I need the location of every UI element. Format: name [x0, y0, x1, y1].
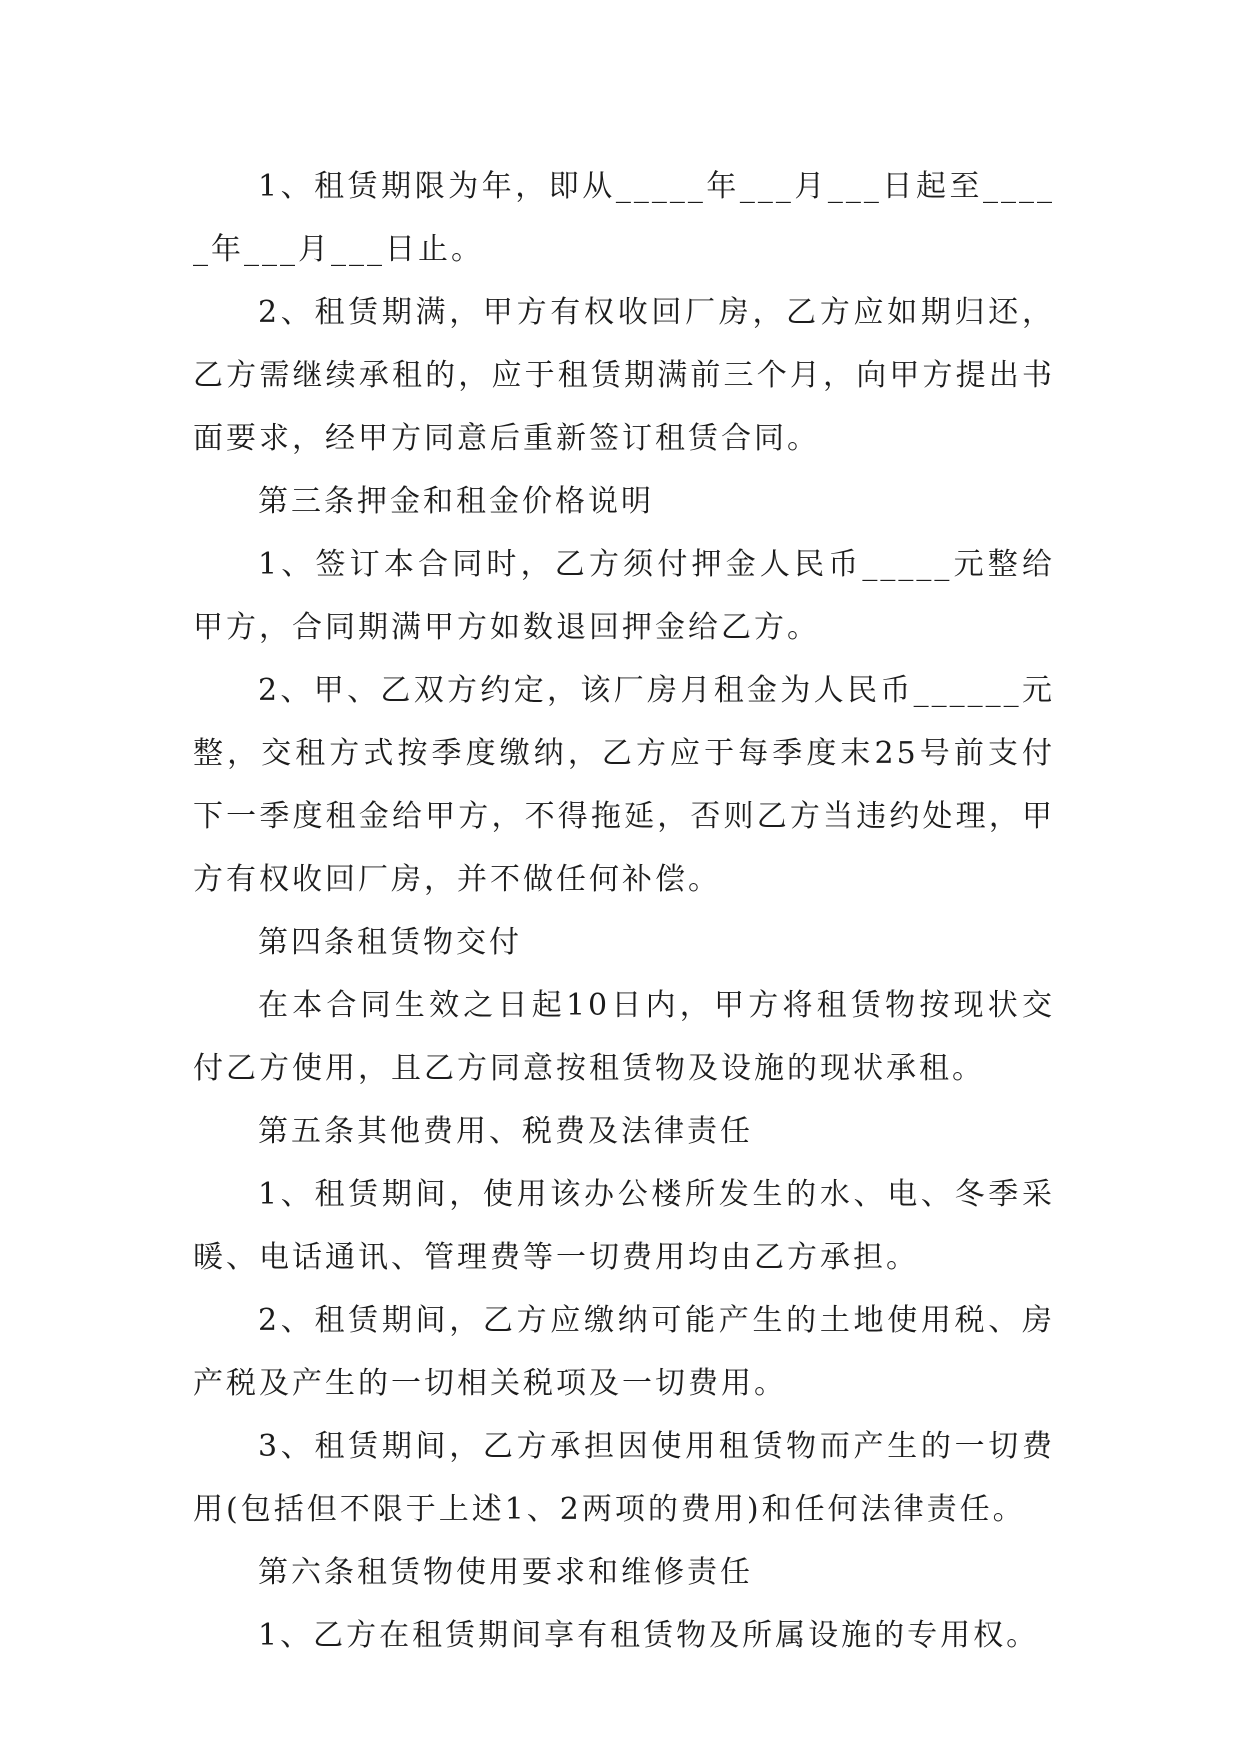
paragraph-taxes: 2、租赁期间，乙方应缴纳可能产生的土地使用税、房产税及产生的一切相关税项及一切费用。	[193, 1303, 1055, 1401]
paragraph-deposit: 1、签订本合同时，乙方须付押金人民币_____元整给甲方，合同期满甲方如数退回押金给乙方。	[193, 547, 1055, 645]
section-heading-use-maintenance: 第六条租赁物使用要求和维修责任	[258, 1555, 753, 1590]
section-heading-delivery: 第四条租赁物交付	[258, 925, 522, 960]
section-heading-deposit-rent: 第三条押金和租金价格说明	[258, 484, 654, 519]
section-heading-fees-taxes: 第五条其他费用、税费及法律责任	[258, 1114, 753, 1149]
paragraph-lease-expiry: 2、租赁期满，甲方有权收回厂房，乙方应如期归还，乙方需继续承租的，应于租赁期满前三个月，向甲方提出书面要求，经甲方同意后重新签订租赁合同。	[193, 295, 1055, 456]
paragraph-liability: 3、租赁期间，乙方承担因使用租赁物而产生的一切费用(包括但不限于上述1、2两项的费用)和任何法律责任。	[193, 1429, 1055, 1527]
paragraph-rent: 2、甲、乙双方约定，该厂房月租金为人民币______元整，交租方式按季度缴纳，乙方应于每季度末25号前支付下一季度租金给甲方，不得拖延，否则乙方当违约处理，甲方有权收回厂房，并不做任何补偿。	[193, 673, 1055, 897]
contract-body	[193, 155, 1055, 1667]
paragraph-exclusive-use: 1、乙方在租赁期间享有租赁物及所属设施的专用权。	[258, 1618, 1040, 1653]
paragraph-delivery: 在本合同生效之日起10日内，甲方将租赁物按现状交付乙方使用，且乙方同意按租赁物及设施的现状承租。	[193, 988, 1055, 1086]
paragraph-utility-fees: 1、租赁期间，使用该办公楼所发生的水、电、冬季采暖、电话通讯、管理费等一切费用均由乙方承担。	[193, 1177, 1055, 1275]
paragraph-lease-term: 1、租赁期限为年，即从_____年___月___日起至_____年___月___日止。	[193, 169, 1055, 267]
